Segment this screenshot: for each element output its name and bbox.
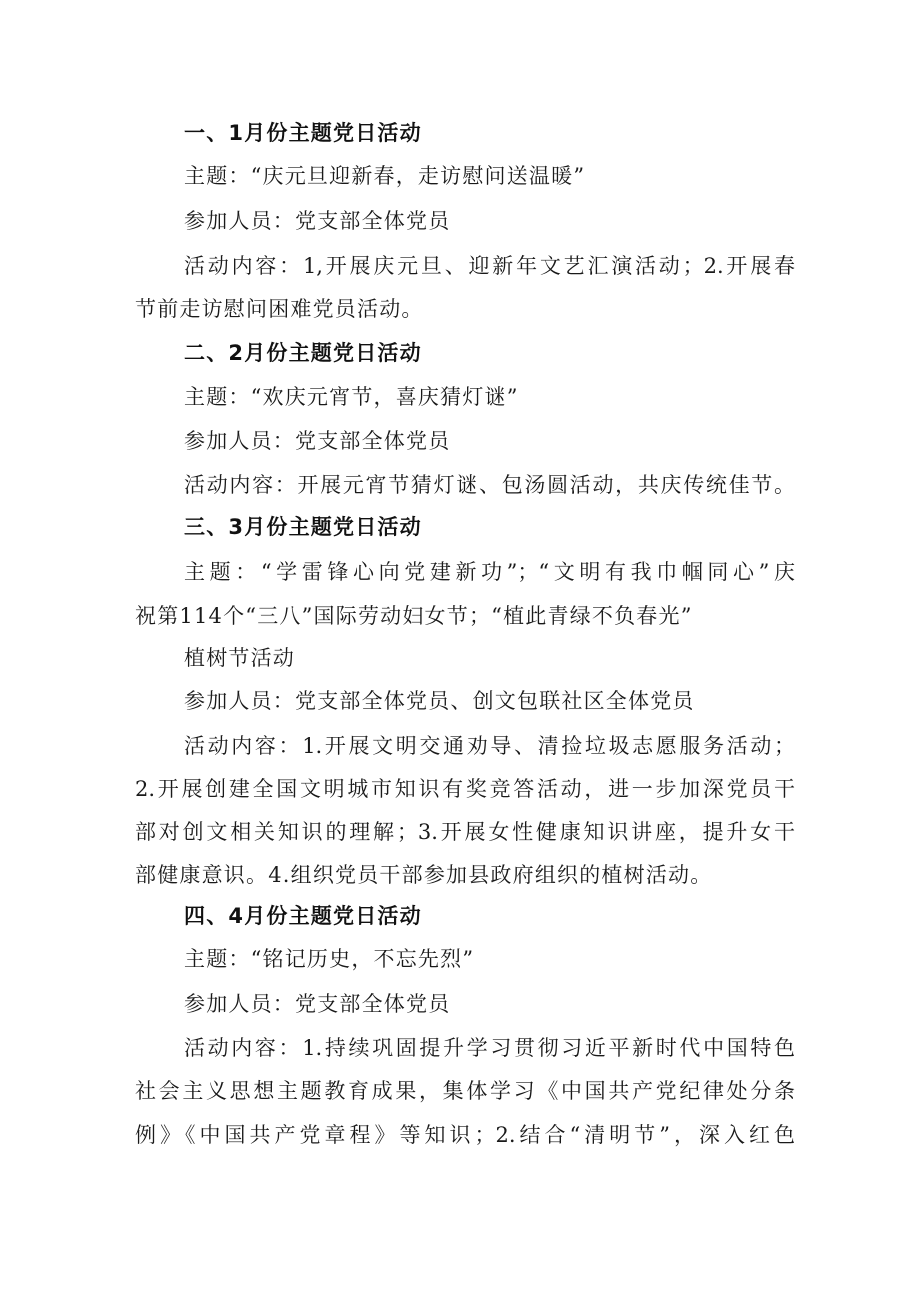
section-3-theme-line-1: 主题：“学雷锋心向党建新功”；“文明有我巾帼同心”庆 [184,560,795,584]
section-1-participants: 参加人员：党支部全体党员 [184,209,451,233]
section-4-content-line-2: 社会主义思想主题教育成果，集体学习《中国共产党纪律处分条 [135,1079,795,1103]
section-3-content-line-1: 活动内容：1.开展文明交通劝导、清捡垃圾志愿服务活动； [184,734,795,758]
section-3-content-line-4: 部健康意识。4.组织党员干部参加县政府组织的植树活动。 [135,863,713,887]
section-3-theme-line-2: 祝第114个“三八”国际劳动妇女节；“植此青绿不负春光” [135,604,693,628]
section-4-heading: 四、4月份主题党日活动 [184,904,422,928]
section-4-theme: 主题：“铭记历史，不忘先烈” [184,947,475,971]
section-3-content-line-2: 2.开展创建全国文明城市知识有奖竞答活动，进一步加深党员干 [135,777,795,801]
section-1-content-line-1: 活动内容：1,开展庆元旦、迎新年文艺汇演活动；2.开展春 [184,254,795,278]
section-4-content-line-3: 例》《中国共产党章程》等知识；2.结合“清明节”，深入红色 [135,1123,795,1147]
section-4-participants: 参加人员：党支部全体党员 [184,992,451,1016]
section-1-heading: 一、1月份主题党日活动 [184,121,422,145]
section-1-theme: 主题：“庆元旦迎新春，走访慰问送温暖” [184,164,586,188]
section-1-content-line-2: 节前走访慰问困难党员活动。 [135,297,424,321]
section-3-content-line-3: 部对创文相关知识的理解；3.开展女性健康知识讲座，提升女干 [135,820,795,844]
section-3-participants: 参加人员：党支部全体党员、创文包联社区全体党员 [184,689,695,713]
section-2-content-line-1: 活动内容：开展元宵节猜灯谜、包汤圆活动，共庆传统佳节。 [184,473,795,497]
section-2-theme: 主题：“欢庆元宵节，喜庆猜灯谜” [184,385,519,409]
section-2-participants: 参加人员：党支部全体党员 [184,429,451,453]
section-2-heading: 二、2月份主题党日活动 [184,341,422,365]
section-3-theme-line-3: 植树节活动 [184,646,295,670]
section-4-content-line-1: 活动内容：1.持续巩固提升学习贯彻习近平新时代中国特色 [184,1036,795,1060]
section-3-heading: 三、3月份主题党日活动 [184,515,422,539]
